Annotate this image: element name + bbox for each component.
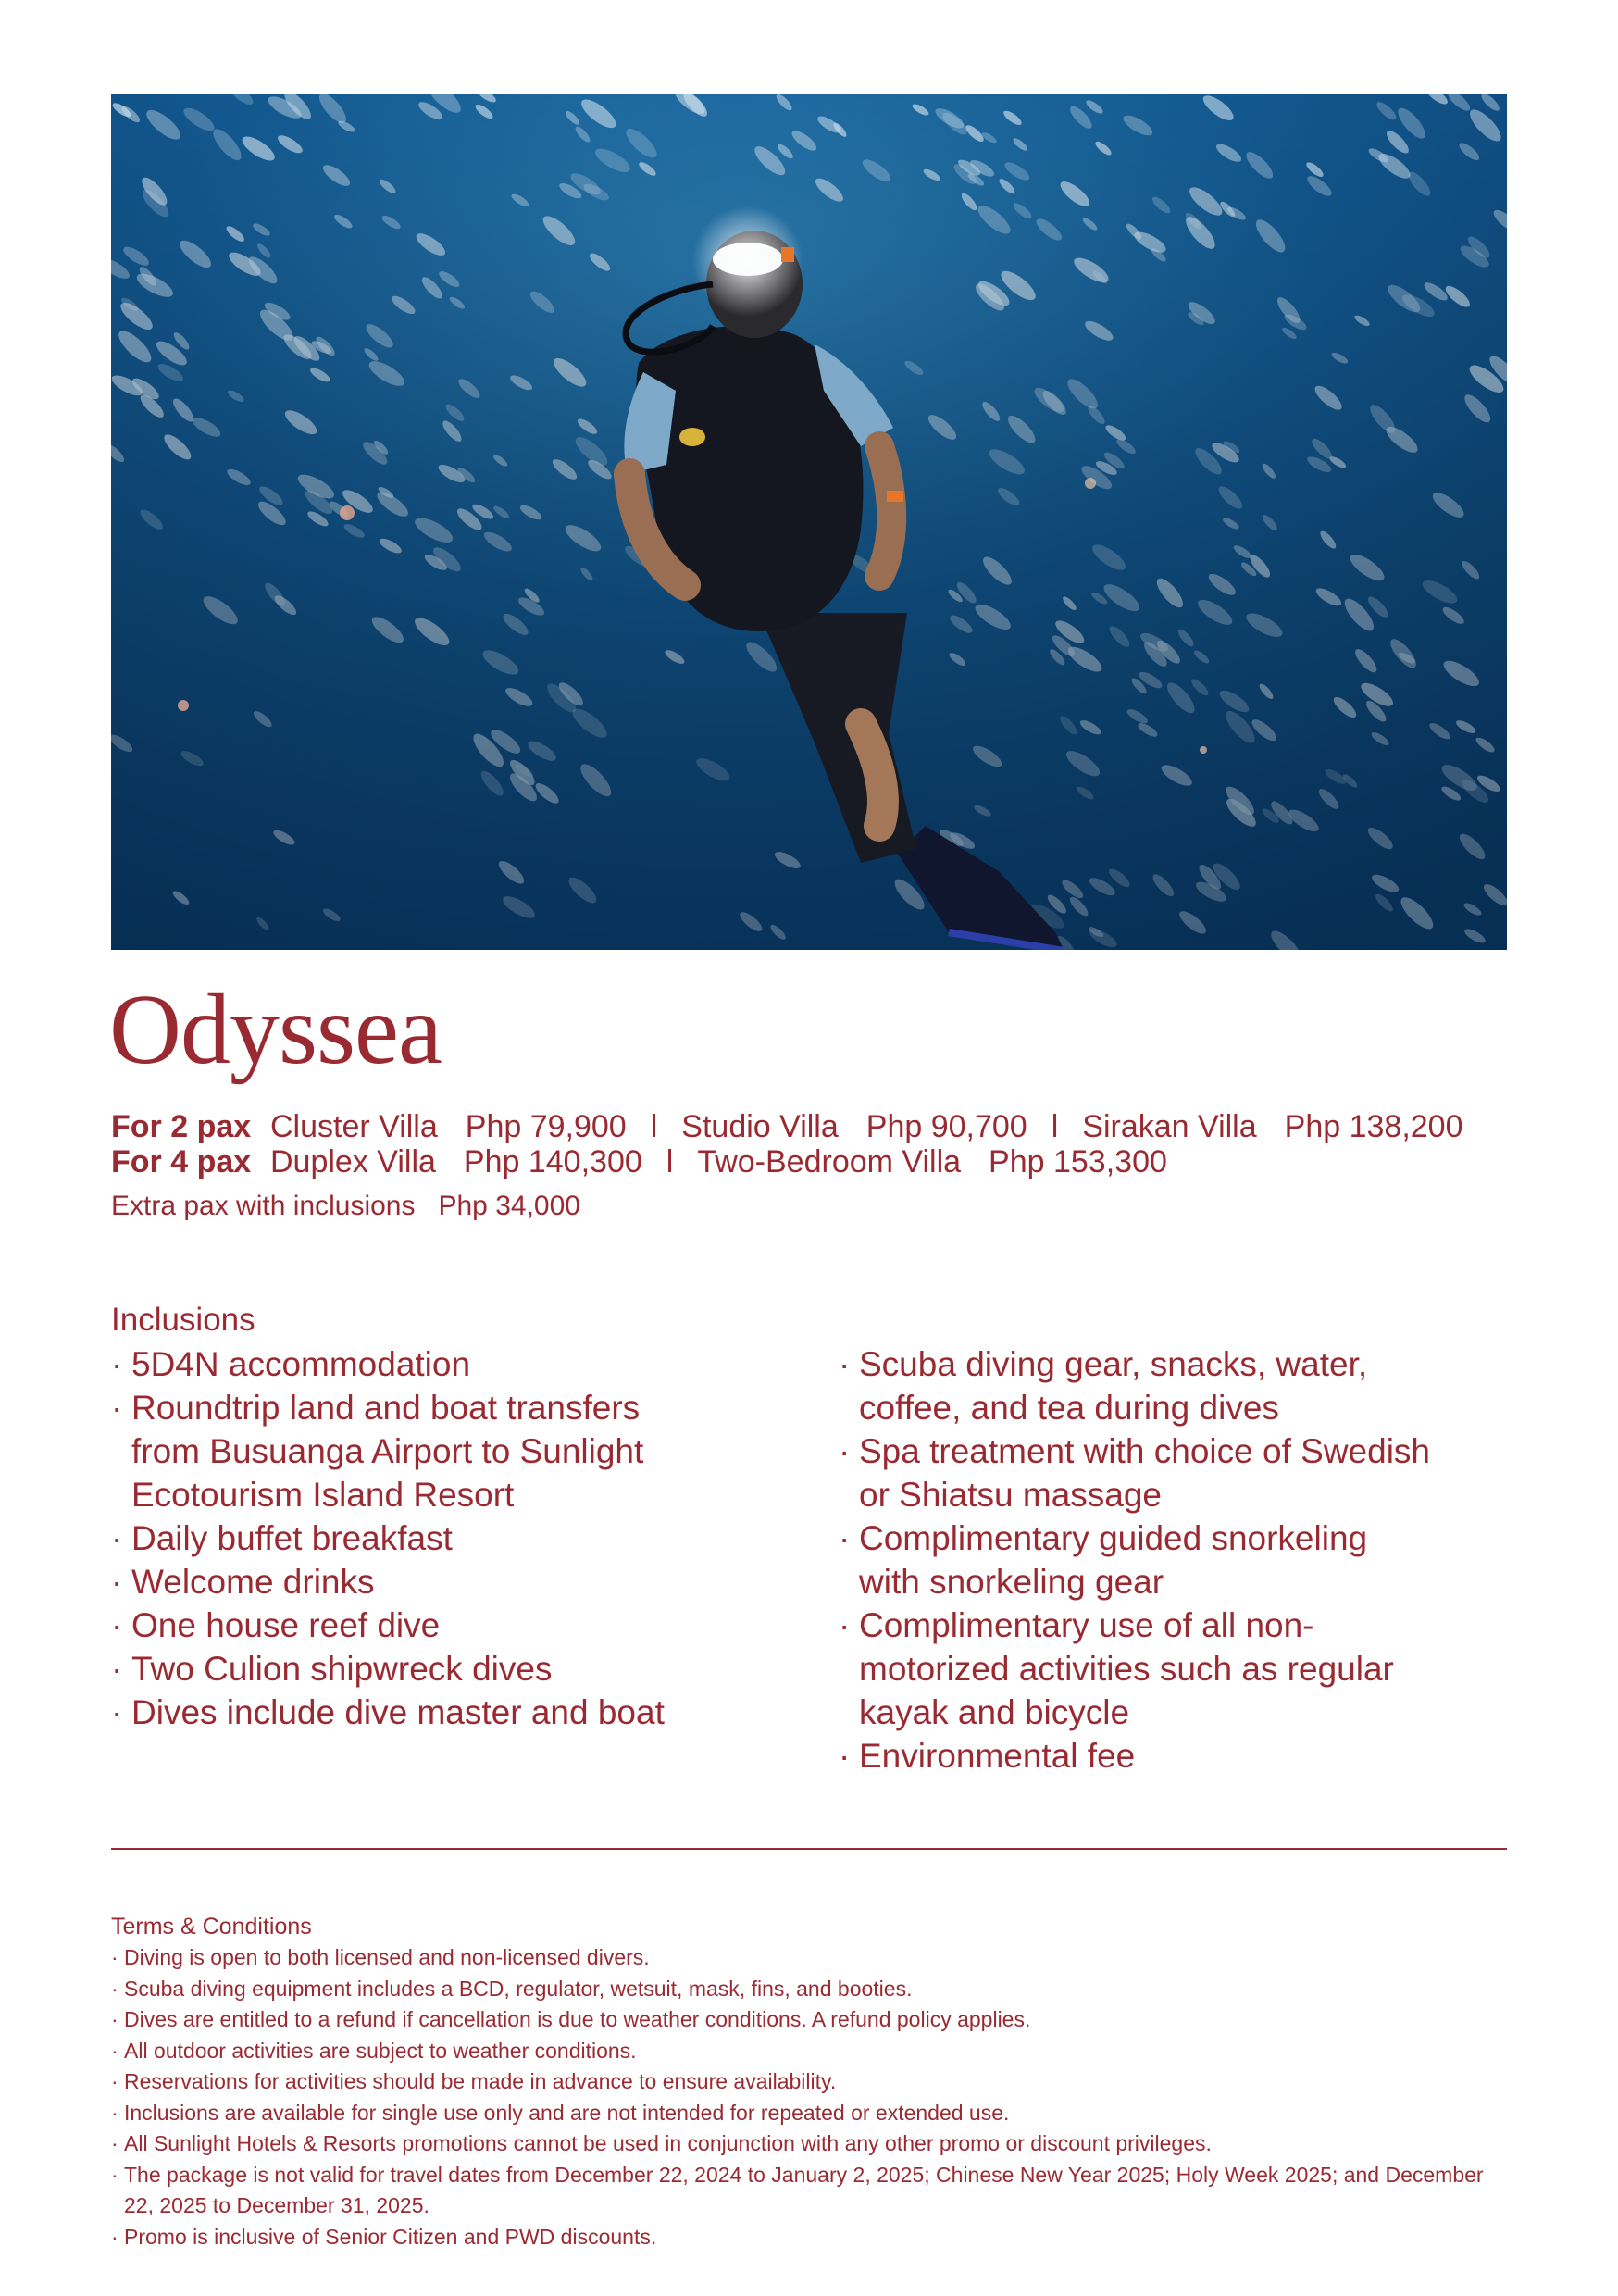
- terms-heading: Terms & Conditions: [111, 1914, 312, 1940]
- terms-list: [111, 1942, 1518, 2252]
- divider: [111, 1848, 1507, 1850]
- inclusions-heading: Inclusions: [111, 1302, 255, 1338]
- inclusion-item: · Spa treatment with choice of Swedish or Shiatsu massage: [839, 1429, 1431, 1516]
- inclusion-item: · Welcome drinks: [111, 1560, 685, 1603]
- villa-name: Cluster Villa: [270, 1109, 438, 1144]
- terms-item: · Scuba diving equipment includes a BCD, regulator, wetsuit, mask, fins, and booties.: [111, 1974, 1518, 2005]
- terms-item: · Promo is inclusive of Senior Citizen and PWD discounts.: [111, 2222, 1518, 2253]
- inclusion-item: · Dives include dive master and boat: [111, 1691, 685, 1734]
- villa-price: Php 79,900: [465, 1109, 627, 1144]
- diver-illustration: [111, 94, 1507, 950]
- rate-lead: For 2 pax: [111, 1109, 252, 1144]
- terms-item: · All Sunlight Hotels & Resorts promotions cannot be used in conjunction with any other promo or discount privileges.: [111, 2128, 1518, 2160]
- inclusion-item: · 5D4N accommodation: [111, 1342, 685, 1386]
- villa-price: Php 138,200: [1284, 1109, 1463, 1144]
- separator: l: [1051, 1109, 1059, 1144]
- terms-item: · The package is not valid for travel dates from December 22, 2024 to January 2, 2025; Chinese New Year 2025; Holy Week 2025; and December 22, 2025 to December 31, 2025.: [111, 2160, 1518, 2222]
- separator: l: [650, 1109, 658, 1144]
- villa-price: Php 153,300: [989, 1144, 1167, 1179]
- villa-price: Php 140,300: [463, 1144, 642, 1179]
- terms-item: · All outdoor activities are subject to weather conditions.: [111, 2036, 1518, 2067]
- hero-photo-diver: [111, 94, 1507, 950]
- villa-name: Studio Villa: [681, 1109, 839, 1144]
- inclusion-item: · Complimentary guided snorkeling with snorkeling gear: [839, 1516, 1431, 1603]
- package-title: Odyssea: [109, 975, 442, 1085]
- villa-name: Two-Bedroom Villa: [697, 1144, 962, 1179]
- rate-line-4-pax: [111, 1142, 1167, 1181]
- inclusions-list-right: [839, 1342, 1431, 1778]
- inclusion-item: · Roundtrip land and boat transfers from Busuanga Airport to Sunlight Ecotourism Island Resort: [111, 1386, 685, 1516]
- inclusion-item: · Daily buffet breakfast: [111, 1516, 685, 1560]
- inclusion-item: · Two Culion shipwreck dives: [111, 1647, 685, 1691]
- inclusion-item: · One house reef dive: [111, 1603, 685, 1647]
- villa-name: Sirakan Villa: [1082, 1109, 1257, 1144]
- rate-lead: For 4 pax: [111, 1144, 252, 1179]
- rate-line-2-pax: [111, 1107, 1463, 1146]
- villa-price: Php 90,700: [865, 1109, 1027, 1144]
- inclusion-item: · Environmental fee: [839, 1734, 1431, 1778]
- villa-name: Duplex Villa: [270, 1144, 436, 1179]
- terms-item: · Dives are entitled to a refund if cancellation is due to weather conditions. A refund policy applies.: [111, 2004, 1518, 2036]
- terms-item: · Diving is open to both licensed and non-licensed divers.: [111, 1942, 1518, 1974]
- extra-pax-rate: Extra pax with inclusions Php 34,000: [111, 1191, 580, 1221]
- terms-item: · Inclusions are available for single use only and are not intended for repeated or extended use.: [111, 2098, 1518, 2129]
- inclusion-item: · Scuba diving gear, snacks, water, coffee, and tea during dives: [839, 1342, 1431, 1429]
- separator: l: [666, 1144, 674, 1179]
- inclusion-item: · Complimentary use of all non-motorized activities such as regular kayak and bicycle: [839, 1603, 1431, 1734]
- terms-item: · Reservations for activities should be made in advance to ensure availability.: [111, 2066, 1518, 2098]
- inclusions-list-left: [111, 1342, 685, 1734]
